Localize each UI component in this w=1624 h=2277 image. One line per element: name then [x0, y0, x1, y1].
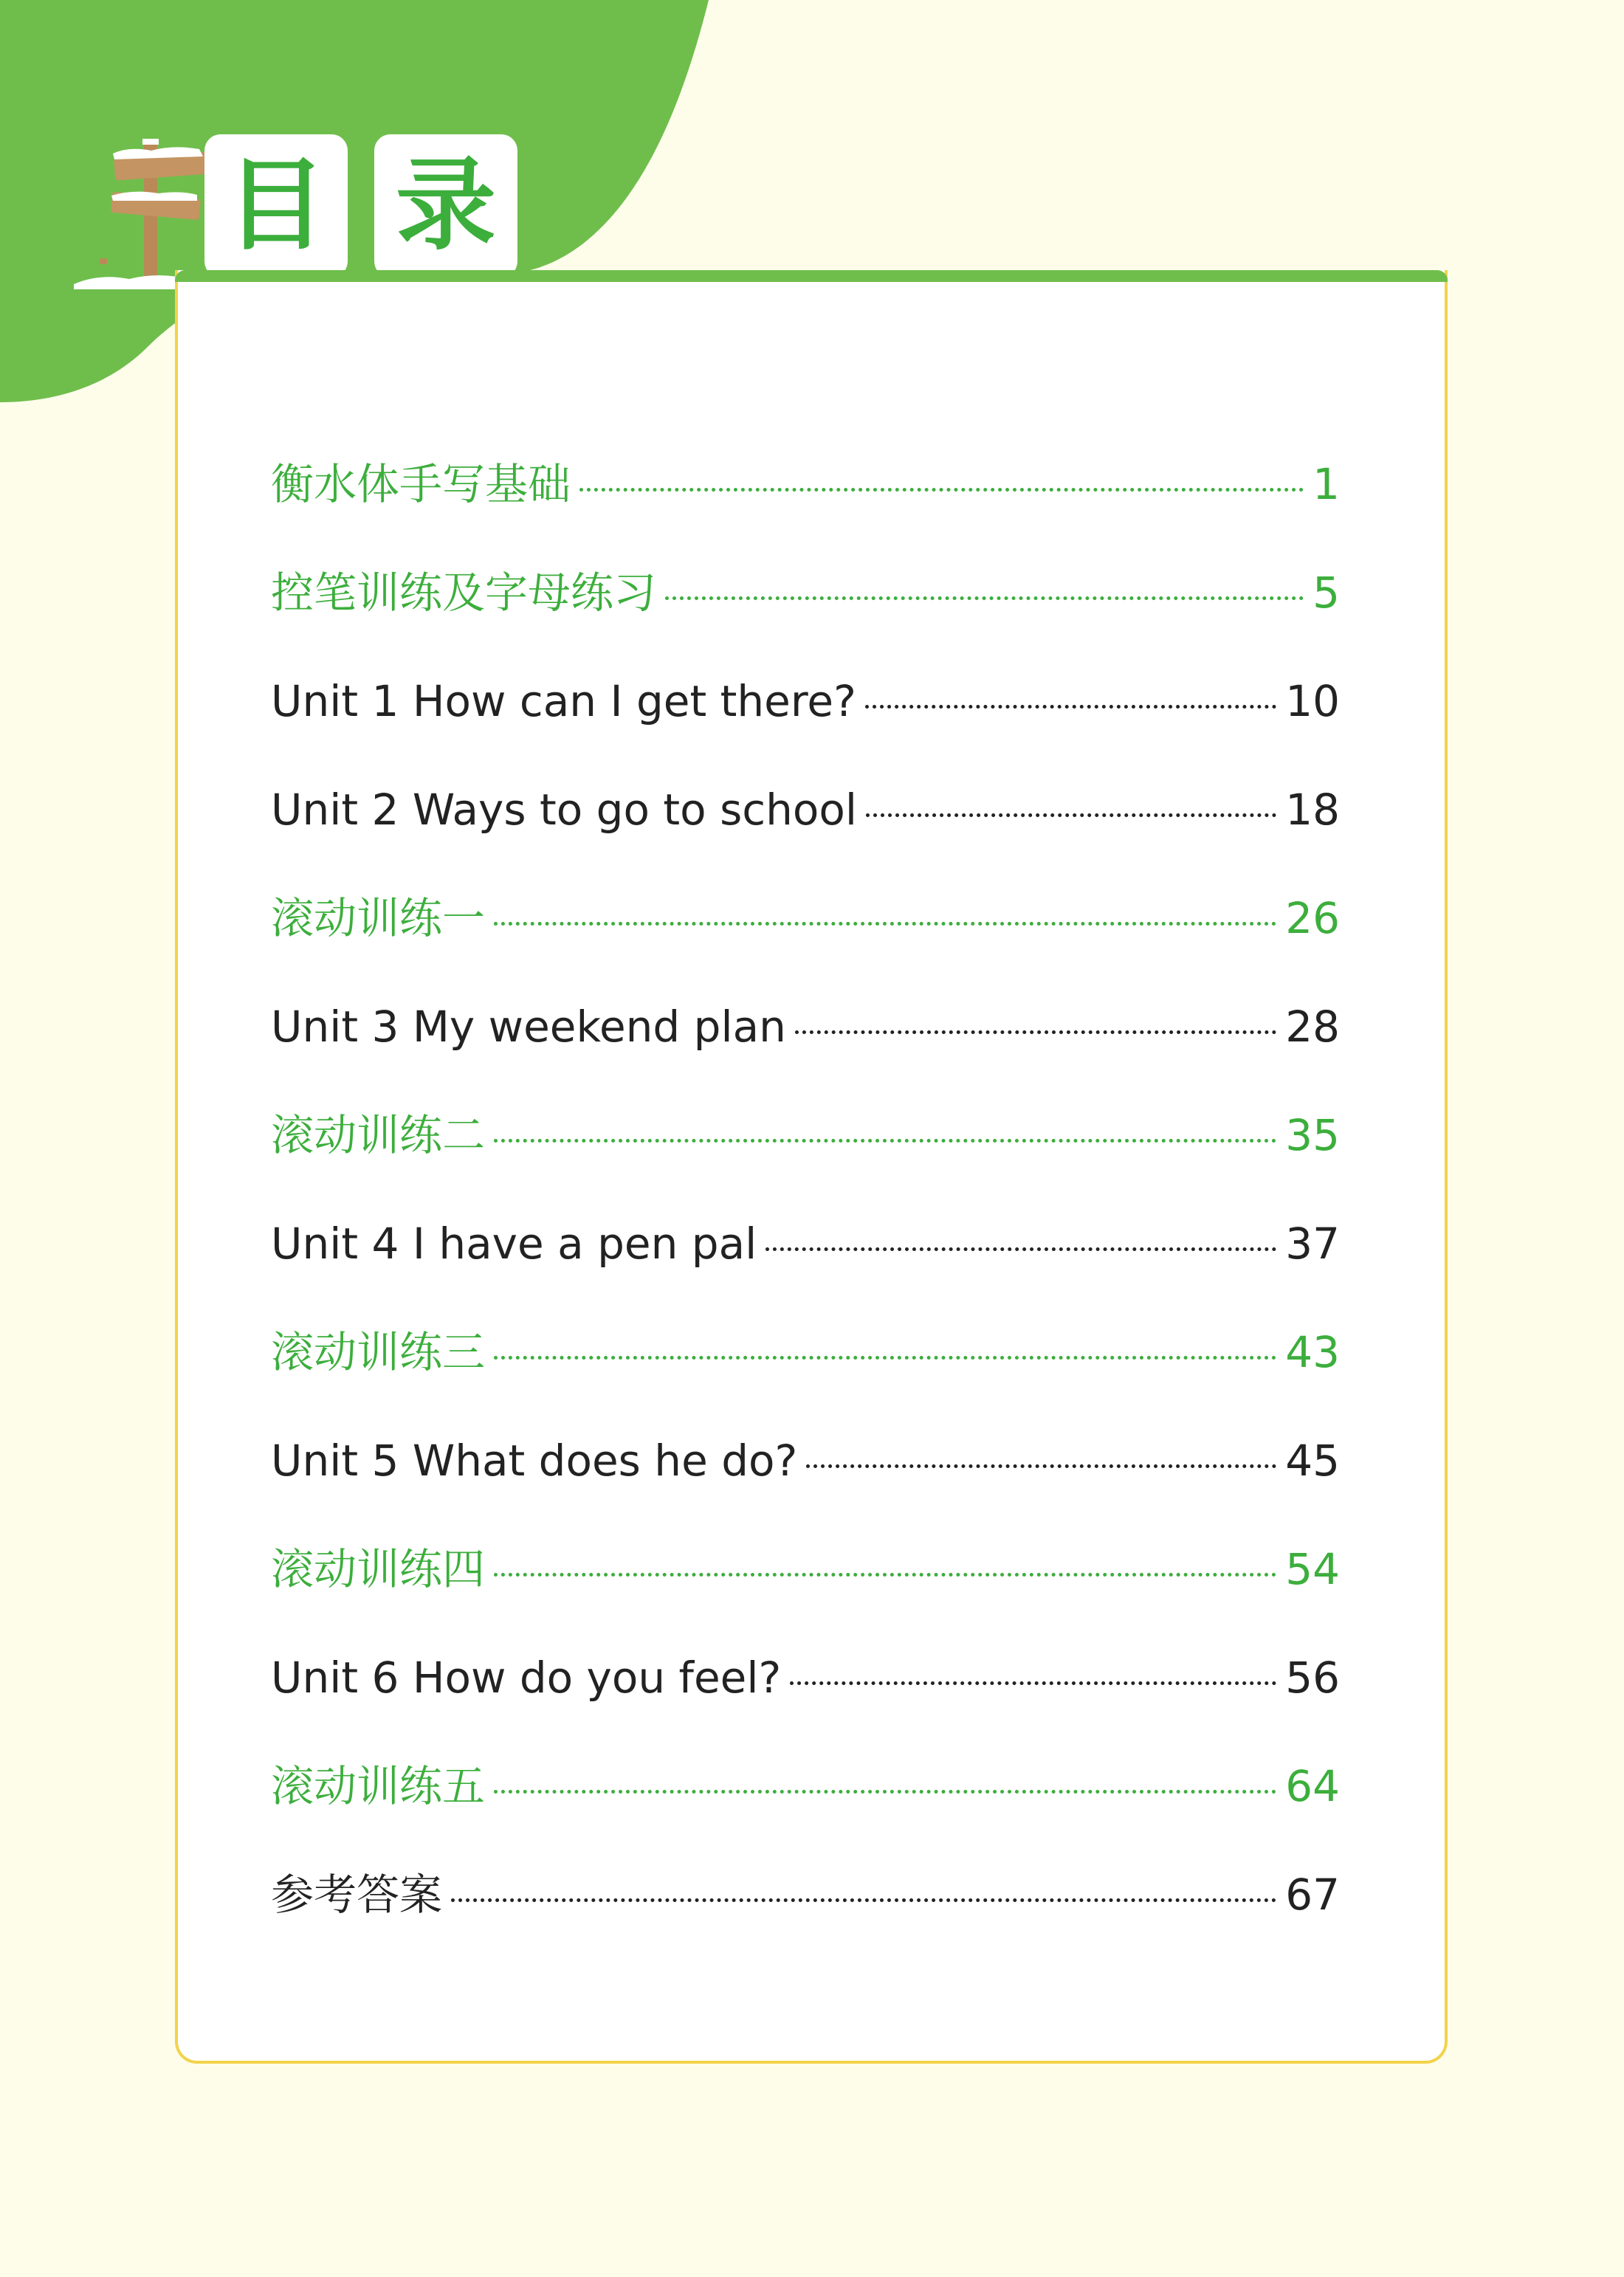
toc-entry-page: 37	[1285, 1219, 1340, 1269]
toc-entry-page: 26	[1285, 893, 1340, 943]
toc-leader-dots	[494, 1356, 1276, 1360]
toc-entry[interactable]	[271, 990, 1340, 1064]
toc-entry-page: 10	[1285, 676, 1340, 726]
toc-entry-title: Unit 1 How can I get there?	[271, 676, 856, 726]
toc-leader-dots	[865, 705, 1276, 709]
toc-entry-title: 衡水体手写基础	[271, 459, 571, 509]
toc-leader-dots	[451, 1898, 1276, 1902]
toc-entry[interactable]	[271, 556, 1340, 630]
toc-entry[interactable]	[271, 1532, 1340, 1606]
toc-entry[interactable]	[271, 1858, 1340, 1932]
toc-leader-dots	[494, 922, 1276, 926]
toc-entry[interactable]	[271, 1207, 1340, 1281]
toc-entry-title: 控笔训练及字母练习	[271, 568, 657, 618]
page-title-char-1: 目	[204, 134, 348, 278]
toc-entry-page: 64	[1285, 1761, 1340, 1811]
toc-entry-page: 18	[1285, 785, 1340, 835]
toc-leader-dots	[765, 1247, 1276, 1251]
toc-leader-dots	[494, 1573, 1276, 1577]
toc-entry-title: 参考答案	[271, 1870, 443, 1920]
toc-card-top-band	[175, 270, 1448, 282]
toc-entry-title: 滚动训练二	[271, 1110, 486, 1160]
toc-leader-dots	[579, 488, 1304, 492]
toc-entry[interactable]	[271, 881, 1340, 955]
toc-entry[interactable]	[271, 1641, 1340, 1715]
toc-leader-dots	[866, 813, 1276, 817]
toc-entry-page: 5	[1312, 568, 1340, 618]
toc-entry-title: 滚动训练一	[271, 893, 486, 943]
toc-entry-title: Unit 5 What does he do?	[271, 1436, 798, 1486]
toc-entry[interactable]	[271, 773, 1340, 847]
toc-leader-dots	[494, 1139, 1276, 1143]
toc-leader-dots	[665, 596, 1304, 600]
toc-entry-title: Unit 2 Ways to go to school	[271, 785, 858, 835]
toc-entry-page: 28	[1285, 1002, 1340, 1052]
toc-entry[interactable]	[271, 1749, 1340, 1823]
toc-entry[interactable]	[271, 1424, 1340, 1498]
toc-entry-page: 35	[1285, 1110, 1340, 1160]
toc-entry-title: 滚动训练四	[271, 1544, 486, 1594]
toc-entry-title: Unit 4 I have a pen pal	[271, 1219, 757, 1269]
toc-entry-page: 45	[1285, 1436, 1340, 1486]
toc-entry-page: 1	[1312, 459, 1340, 509]
toc-entry[interactable]	[271, 447, 1340, 521]
toc-entry[interactable]	[271, 1315, 1340, 1389]
toc-entry[interactable]	[271, 1098, 1340, 1172]
toc-entry-page: 67	[1285, 1870, 1340, 1920]
toc-entry-page: 56	[1285, 1653, 1340, 1703]
toc-entry-page: 43	[1285, 1327, 1340, 1377]
toc-entry-title: Unit 3 My weekend plan	[271, 1002, 786, 1052]
toc-leader-dots	[806, 1464, 1276, 1468]
toc-entry-title: Unit 6 How do you feel?	[271, 1653, 782, 1703]
toc-entry-page: 54	[1285, 1544, 1340, 1594]
toc-entry-title: 滚动训练五	[271, 1761, 486, 1811]
toc-entry-title: 滚动训练三	[271, 1327, 486, 1377]
page-title-char-2: 录	[374, 134, 517, 278]
toc-leader-dots	[494, 1790, 1276, 1794]
toc-entry[interactable]	[271, 664, 1340, 738]
toc-leader-dots	[795, 1030, 1276, 1034]
toc-leader-dots	[790, 1681, 1276, 1685]
